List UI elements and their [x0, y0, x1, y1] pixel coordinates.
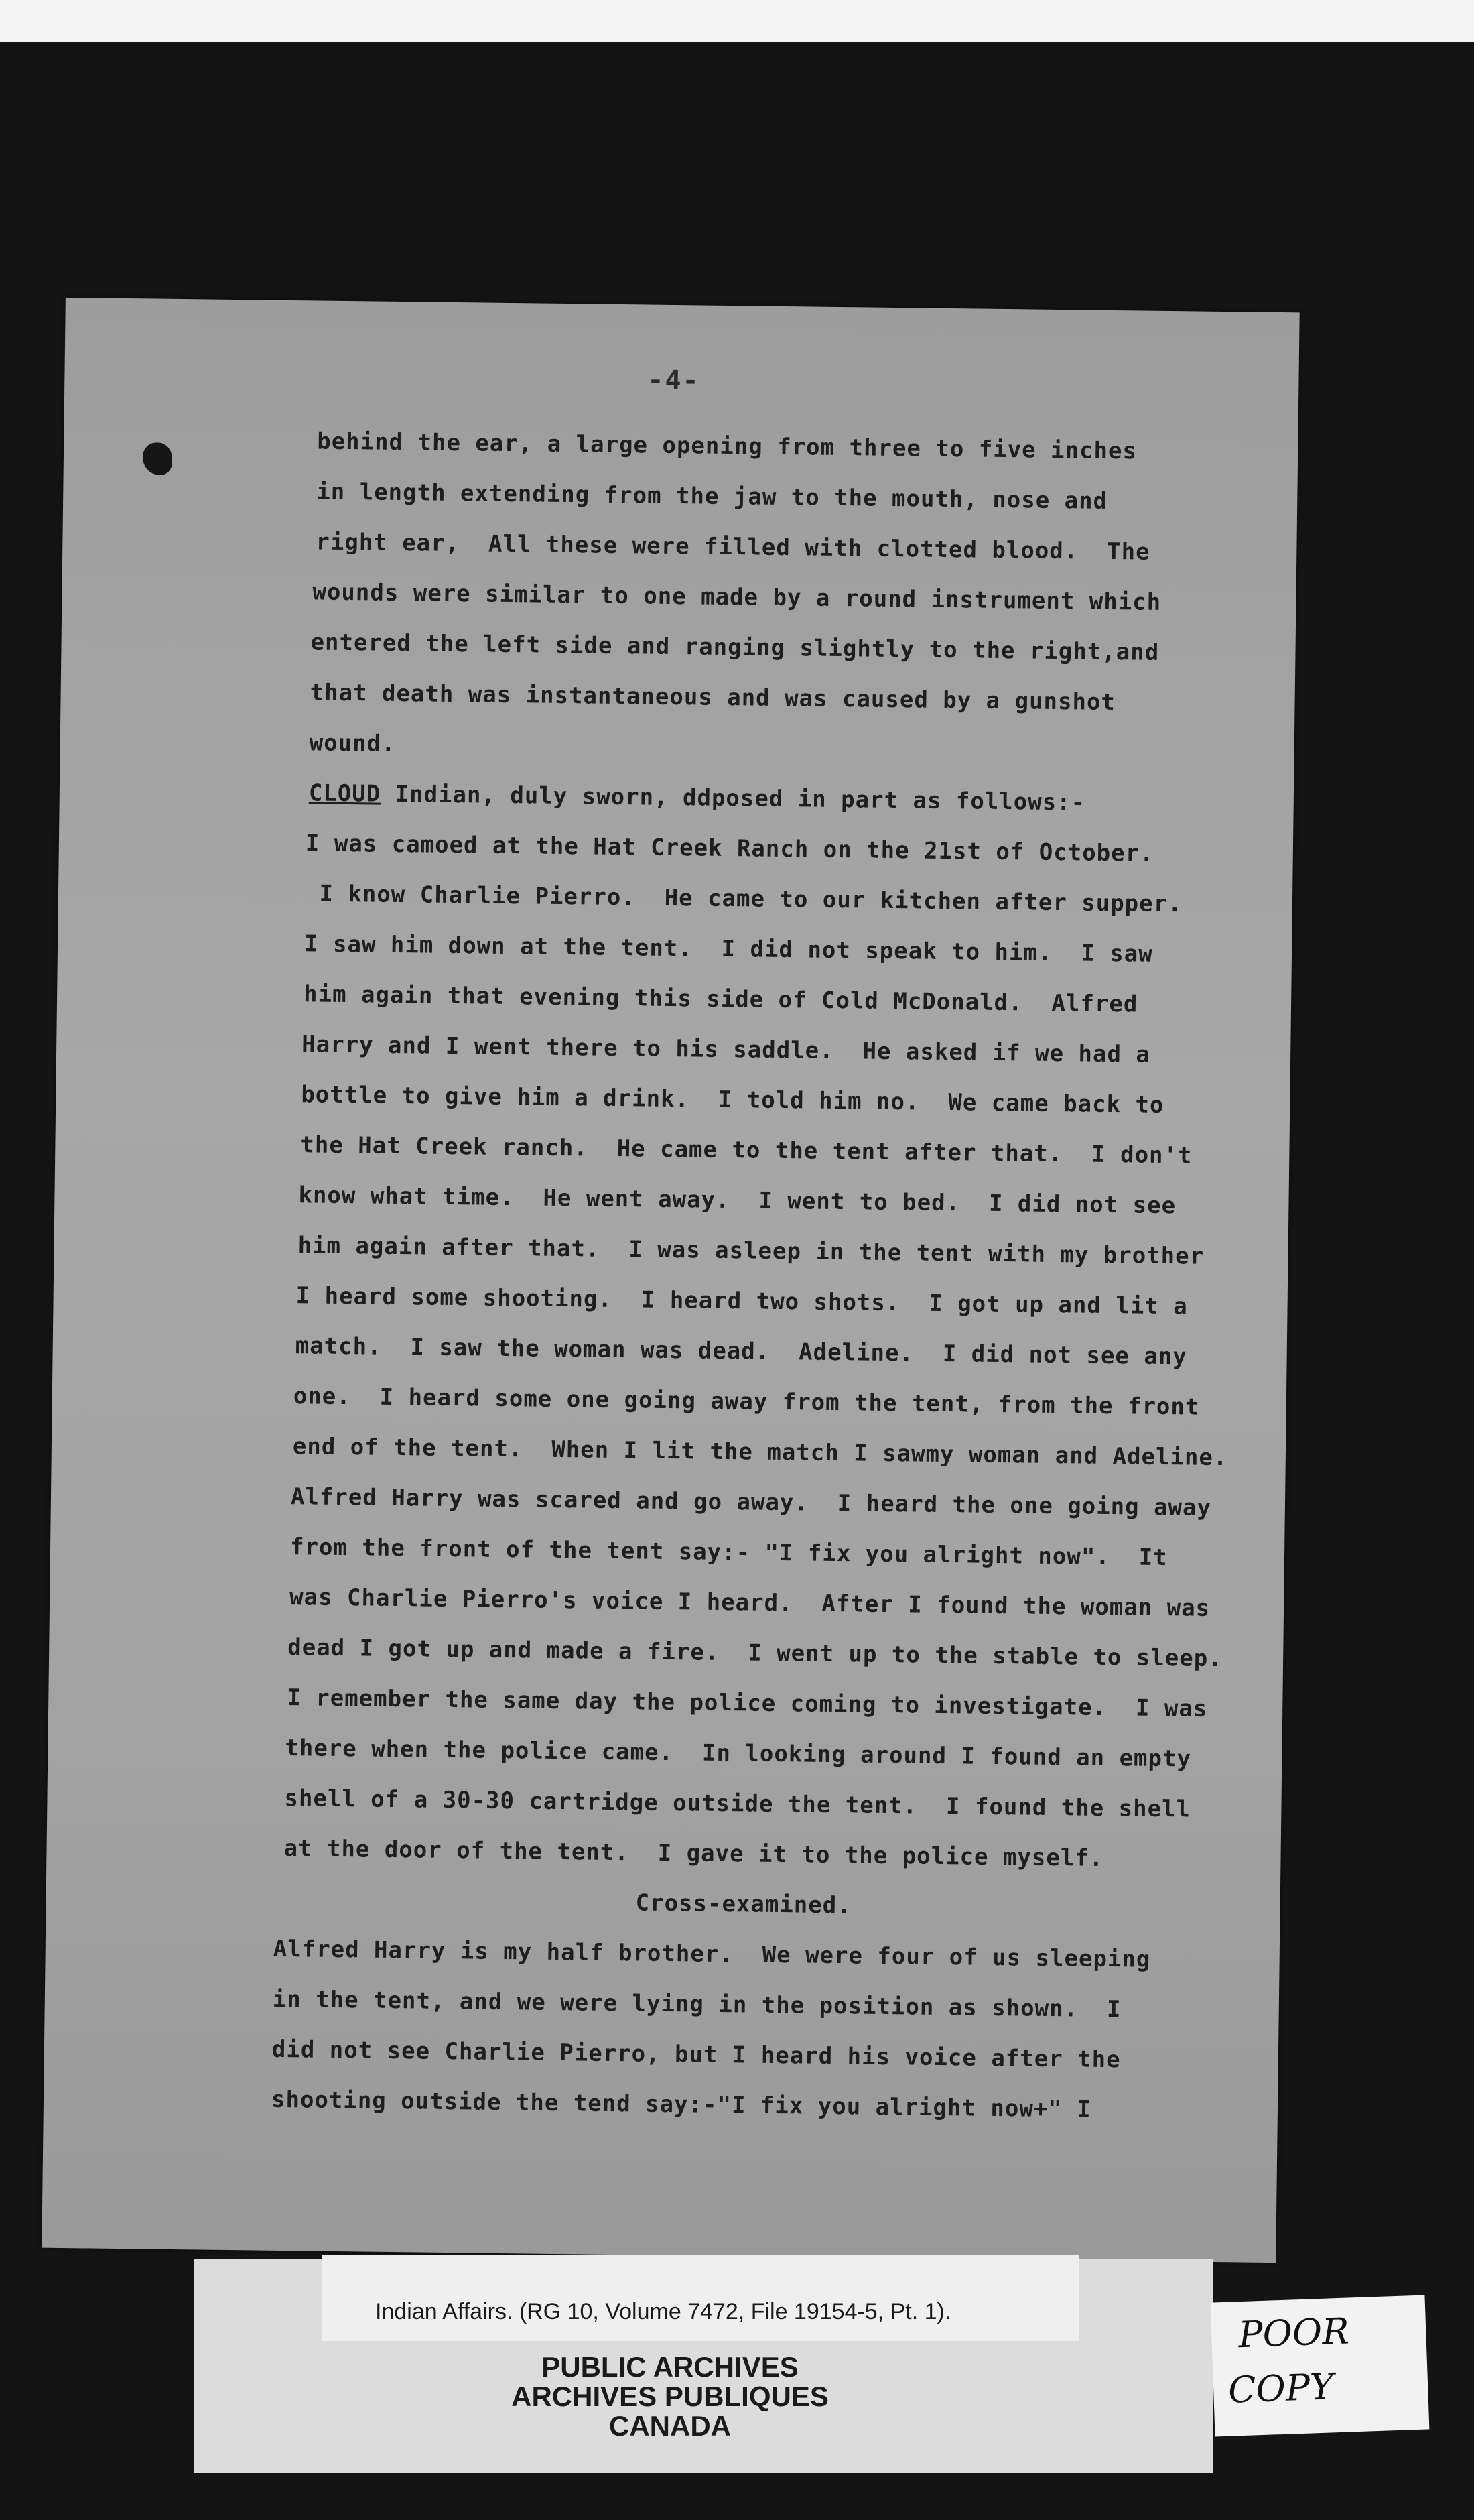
ink-blot [143, 442, 173, 475]
text-line: I heard some shooting. I heard two shots. I got up and lit a [295, 1282, 1188, 1320]
text-line: know what time. He went away. I went to bed. I did not see [298, 1182, 1177, 1220]
text-line: match. I saw the woman was dead. Adeline. I did not see any [295, 1332, 1188, 1371]
text-line: was Charlie Pierro's voice I heard. After I found the woman was [289, 1584, 1211, 1622]
poor-copy-line-1: POOR [1237, 2310, 1350, 2356]
section-heading-cross-examined: Cross-examined. [635, 1889, 852, 1919]
top-border-strip [0, 0, 1474, 42]
archive-reference-strip [322, 2255, 1079, 2341]
archive-reference: Indian Affairs. (RG 10, Volume 7472, File 19154-5, Pt. 1). [375, 2299, 951, 2324]
text-line: did not see Charlie Pierro, but I heard his voice after the [271, 2035, 1121, 2074]
text-line: shooting outside the tend say:-"I fix you alright now+" I [271, 2086, 1091, 2123]
poor-copy-line-2: COPY [1227, 2365, 1335, 2411]
text-line: I remember the same day the police coming to investigate. I was [287, 1684, 1208, 1722]
text-line: him again that evening this side of Cold McDonald. Alfred [303, 981, 1138, 1018]
typed-text-body [64, 425, 1298, 2123]
text-line: Alfred Harry was scared and go away. I heard the one going away [290, 1483, 1212, 1521]
text-line: wound. [309, 729, 396, 757]
witness-name: CLOUD [308, 779, 381, 808]
poor-copy-tag [1211, 2295, 1430, 2436]
text-line: Harry and I went there to his saddle. He asked if we had a [302, 1031, 1151, 1068]
text-line: dead I got up and made a fire. I went up to the stable to sleep. [287, 1634, 1223, 1673]
text-line: one. I heard some one going away from the tent, from the front [293, 1383, 1200, 1421]
text-line: entered the left side and ranging slightly to the right,and [310, 629, 1160, 666]
text-line: behind the ear, a large opening from three to five inches [317, 428, 1138, 465]
text-line: Alfred Harry is my half brother. We were four of us sleeping [273, 1935, 1151, 1973]
stamp-line-french: ARCHIVES PUBLIQUES [511, 2381, 829, 2412]
text-line: CLOUD Indian, duly sworn, ddposed in part as follows:- [308, 779, 1086, 816]
text-line: wounds were similar to one made by a round instrument which [312, 578, 1162, 616]
public-archives-stamp [375, 2352, 965, 2441]
stamp-line-english: PUBLIC ARCHIVES [541, 2351, 799, 2383]
text-line: that death was instantaneous and was caused by a gunshot [310, 679, 1116, 716]
text-line: right ear, All these were filled with clotted blood. The [316, 528, 1150, 566]
page-number: -4- [647, 365, 700, 397]
text-line: shell of a 30-30 cartridge outside the tent. I found the shell [284, 1785, 1191, 1823]
document-page [42, 298, 1299, 2263]
text-line: in the tent, and we were lying in the position as shown. I [272, 1985, 1122, 2023]
text-line: there when the police came. In looking around I found an empty [285, 1735, 1192, 1773]
text-line: I saw him down at the tent. I did not speak to him. I saw [304, 930, 1153, 968]
text-line: bottle to give him a drink. I told him no. We came back to [301, 1081, 1164, 1119]
text-line: I know Charlie Pierro. He came to our kitchen after supper. [304, 880, 1183, 918]
text-line: the Hat Creek ranch. He came to the tent after that. I don't [300, 1131, 1193, 1170]
text-line: from the front of the tent say:- "I fix you alright now". It [289, 1533, 1168, 1572]
text-line: I was camoed at the Hat Creek Ranch on the 21st of October. [305, 830, 1154, 867]
text-line: at the door of the tent. I gave it to the police myself. [283, 1835, 1104, 1872]
stamp-line-country: CANADA [609, 2410, 731, 2442]
text-line: end of the tent. When I lit the match I sawmy woman and Adeline. [292, 1433, 1228, 1472]
text-line: in length extending from the jaw to the mouth, nose and [316, 478, 1108, 515]
text-line: him again after that. I was asleep in the tent with my brother [297, 1232, 1205, 1270]
